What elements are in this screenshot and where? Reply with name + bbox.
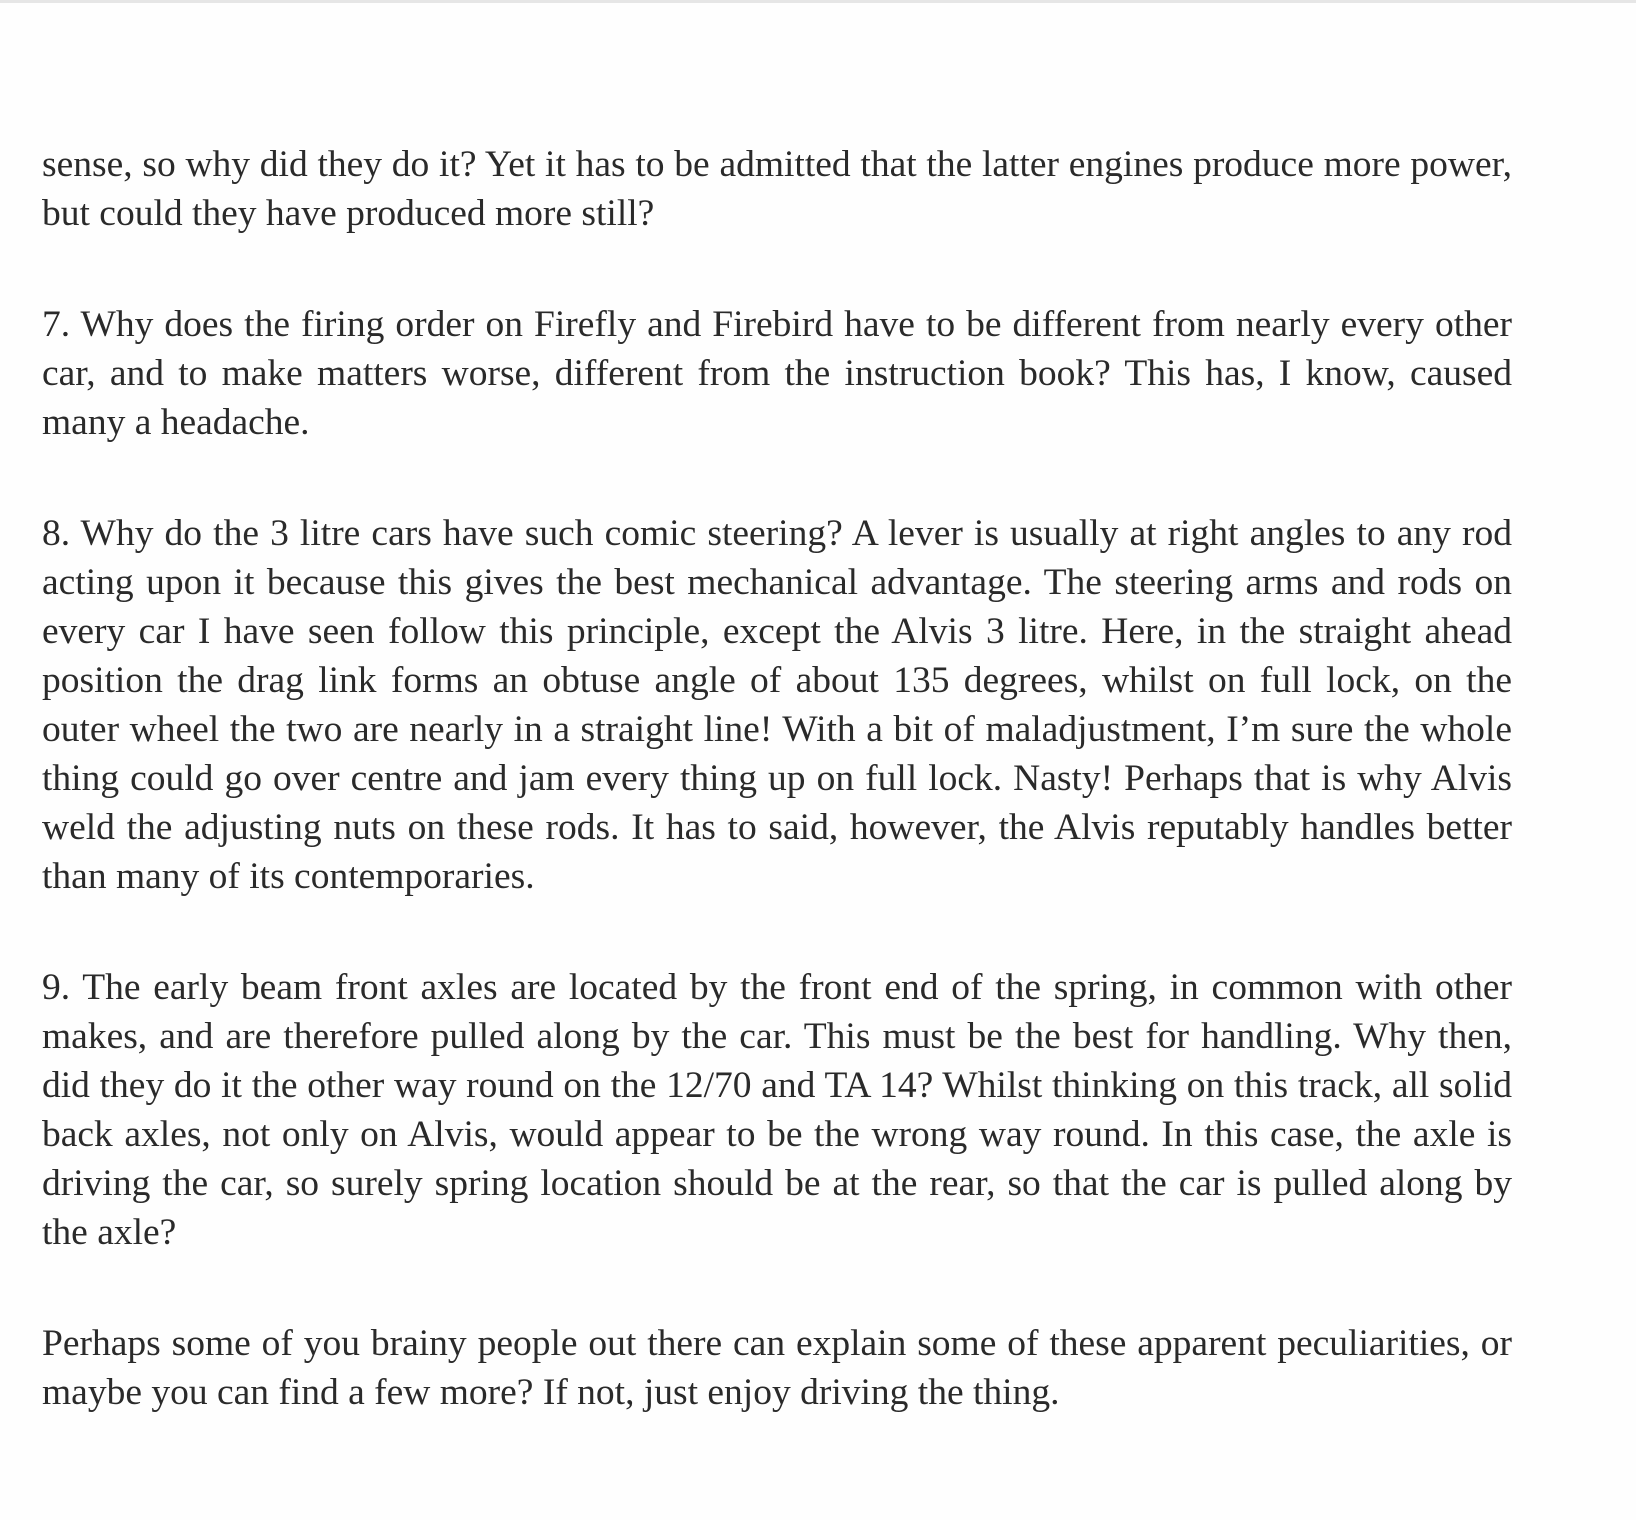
paragraph-question-8: 8. Why do the 3 litre cars have such comic steering? A lever is usually at right angles to any rod acting upon it because this gives the best mechanical advantage. The steering arms and rods on every car I have seen follow this principle, except the Alvis 3 litre. Here, in the straight ahead position the drag link forms an obtuse angle of about 135 degrees, whilst on full lock, on the outer wheel the two are nearly in a straight line! With a bit of maladjustment, I’m sure the whole thing could go over centre and jam every thing up on full lock. Nasty! Perhaps that is why Alvis weld the adjusting nuts on these rods. It has to said, however, the Alvis reputably handles better than many of its contemporaries.: [42, 513, 1512, 897]
body-text: [42, 140, 1512, 1417]
paragraph-question-7: 7. Why does the firing order on Firefly and Firebird have to be different from nearly every other car, and to make matters worse, different from the instruction book? This has, I know, caused many a headache.: [42, 304, 1512, 443]
paragraph-closing: Perhaps some of you brainy people out there can explain some of these apparent peculiarities, or maybe you can find a few more? If not, just enjoy driving the thing.: [42, 1323, 1512, 1413]
scan-top-edge: [0, 0, 1636, 3]
paragraph-question-9: 9. The early beam front axles are located by the front end of the spring, in common with other makes, and are therefore pulled along by the car. This must be the best for handling. Why then, did they do it the other way round on the 12/70 and TA 14? Whilst thinking on this track, all solid back axles, not only on Alvis, would appear to be the wrong way round. In this case, the axle is driving the car, so surely spring location should be at the rear, so that the car is pulled along by the axle?: [42, 967, 1512, 1253]
paragraph-continuation: sense, so why did they do it? Yet it has to be admitted that the latter engines produce more power, but could they have produced more still?: [42, 144, 1512, 234]
